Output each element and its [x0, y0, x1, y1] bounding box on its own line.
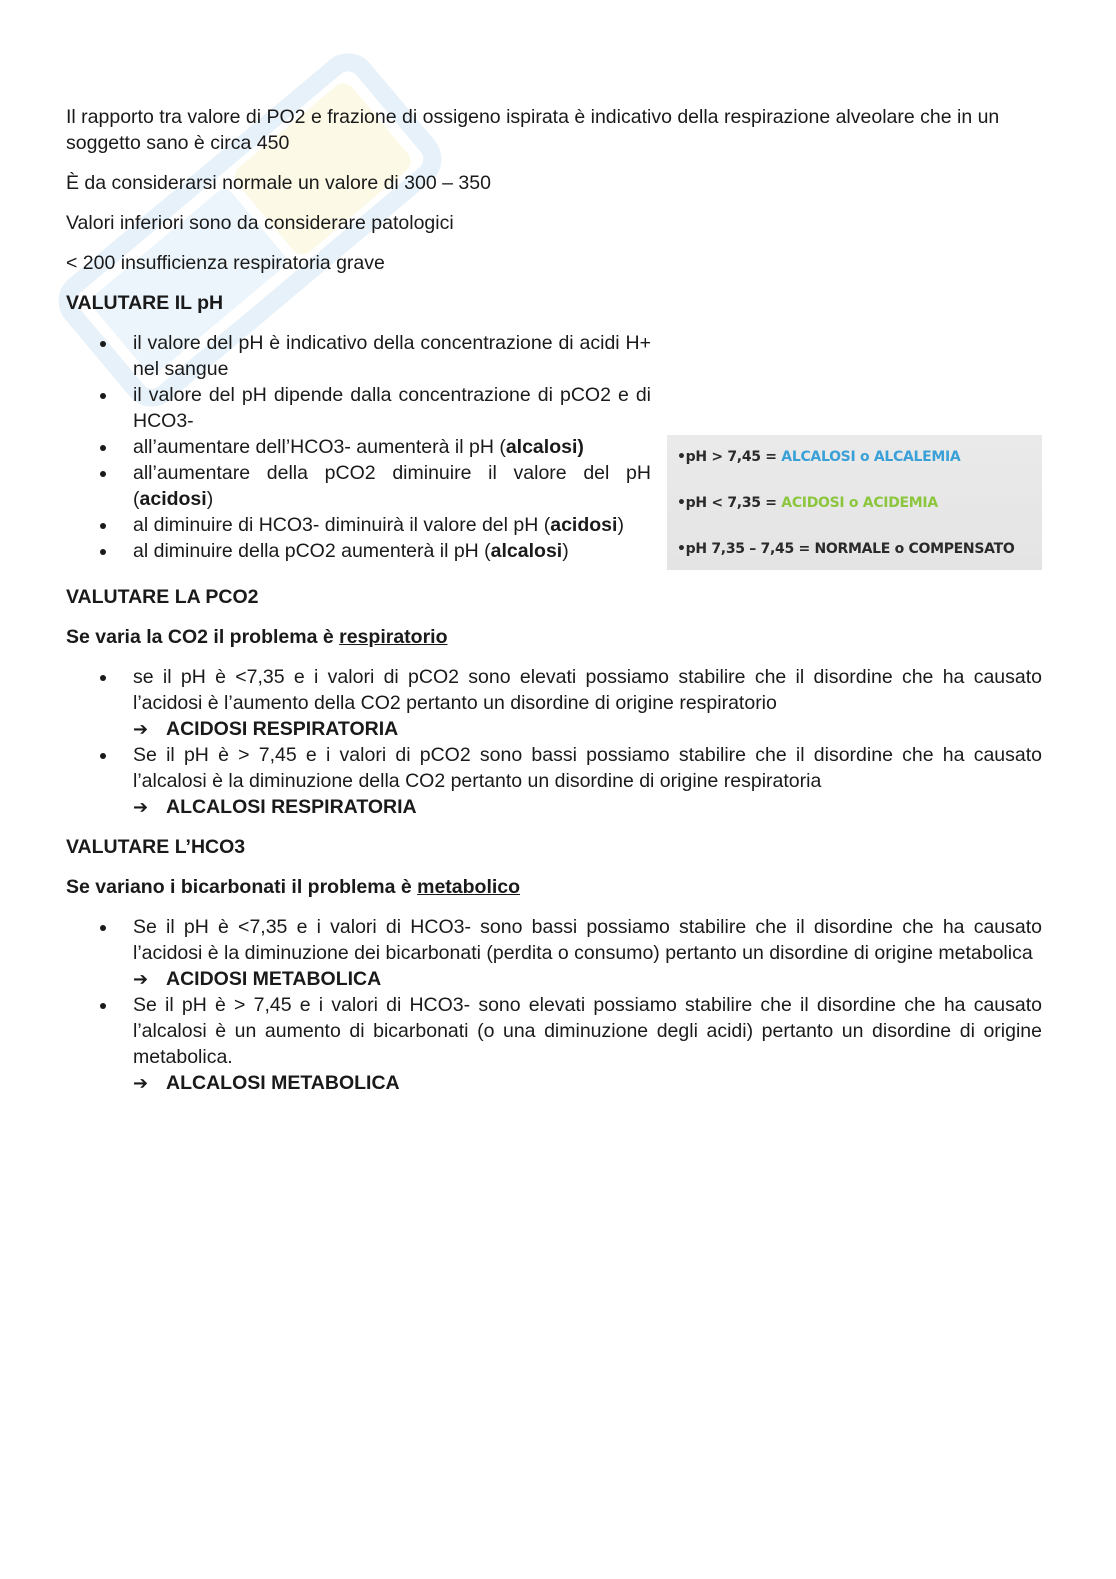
bullet-icon [100, 523, 106, 529]
ph-section [66, 330, 1042, 570]
result-line: ➔ ACIDOSI RESPIRATORIA [133, 718, 399, 740]
arrow-right-icon: ➔ [133, 969, 149, 989]
list-item: al diminuire di HCO3- diminuirà il valore del pH (acidosi) [66, 512, 651, 538]
intro-paragraph-1: Il rapporto tra valore di PO2 e frazione di ossigeno ispirata è indicativo della respirazione alveolare che in un soggetto sano è circa 450 [66, 106, 1000, 154]
ph-heading: VALUTARE IL pH [66, 292, 224, 314]
pco2-heading: VALUTARE LA PCO2 [66, 586, 259, 608]
list-item: il valore del pH dipende dalla concentrazione di pCO2 e di HCO3- [66, 382, 651, 434]
result-line: ➔ ALCALOSI METABOLICA [133, 1072, 400, 1094]
bullet-icon [100, 445, 106, 451]
result-line: ➔ ALCALOSI RESPIRATORIA [133, 796, 417, 818]
list-item: Se il pH è > 7,45 e i valori di pCO2 sono bassi possiamo stabilire che il disordine che ha causato l’alcalosi è la diminuzione della CO2 pertanto un disordine di origine respiratoria ➔ ALCALOSI RESPIRATORIA [66, 742, 1042, 820]
pco2-list [66, 664, 1042, 820]
ph-box-line-normale: •pH 7,35 – 7,45 = NORMALE o COMPENSATO [677, 541, 1015, 557]
hco3-subheading: Se variano i bicarbonati il problema è metabolico [66, 876, 521, 898]
list-item: all’aumentare della pCO2 diminuire il valore del pH (acidosi) [66, 460, 651, 512]
ph-list [66, 330, 651, 564]
document-page [66, 104, 1042, 1096]
bullet-icon [100, 753, 106, 759]
list-item: Se il pH è <7,35 e i valori di HCO3- sono bassi possiamo stabilire che il disordine che ha causato l’acidosi è la diminuzione dei bicarbonati (perdita o consumo) pertanto un disordine di origine metabolica ➔ ACIDOSI METABOLICA [66, 914, 1042, 992]
intro-paragraph-2: È da considerarsi normale un valore di 300 – 350 [66, 172, 491, 194]
hco3-heading: VALUTARE L’HCO3 [66, 836, 246, 858]
bullet-icon [100, 549, 106, 555]
list-item: se il pH è <7,35 e i valori di pCO2 sono elevati possiamo stabilire che il disordine che ha causato l’acidosi è l’aumento della CO2 pertanto un disordine di origine respiratorio ➔ ACIDOSI RESPIRATORIA [66, 664, 1042, 742]
result-line: ➔ ACIDOSI METABOLICA [133, 968, 382, 990]
bullet-icon [100, 675, 106, 681]
list-item: il valore del pH è indicativo della concentrazione di acidi H+ nel sangue [66, 330, 651, 382]
pco2-subheading: Se varia la CO2 il problema è respiratorio [66, 626, 448, 648]
bullet-icon [100, 1003, 106, 1009]
bullet-icon [100, 925, 106, 931]
ph-box-line-acidosi: •pH < 7,35 = ACIDOSI o ACIDEMIA [677, 495, 938, 511]
ph-box-line-alcalosi: •pH > 7,45 = ALCALOSI o ALCALEMIA [677, 449, 961, 465]
arrow-right-icon: ➔ [133, 1073, 149, 1093]
intro-paragraph-3: Valori inferiori sono da considerare patologici [66, 212, 454, 234]
list-item: al diminuire della pCO2 aumenterà il pH (alcalosi) [66, 538, 651, 564]
arrow-right-icon: ➔ [133, 719, 149, 739]
list-item: all’aumentare dell’HCO3- aumenterà il pH (alcalosi) [66, 434, 651, 460]
hco3-list [66, 914, 1042, 1096]
bullet-icon [100, 341, 106, 347]
bullet-icon [100, 393, 106, 399]
arrow-right-icon: ➔ [133, 797, 149, 817]
ph-reference-image [667, 435, 1042, 570]
intro-paragraph-4: < 200 insufficienza respiratoria grave [66, 252, 385, 274]
list-item: Se il pH è > 7,45 e i valori di HCO3- sono elevati possiamo stabilire che il disordine che ha causato l’alcalosi è un aumento di bicarbonati (o una diminuzione degli acidi) pertanto un disordine di origine metabolica. ➔ ALCALOSI METABOLICA [66, 992, 1042, 1096]
bullet-icon [100, 471, 106, 477]
